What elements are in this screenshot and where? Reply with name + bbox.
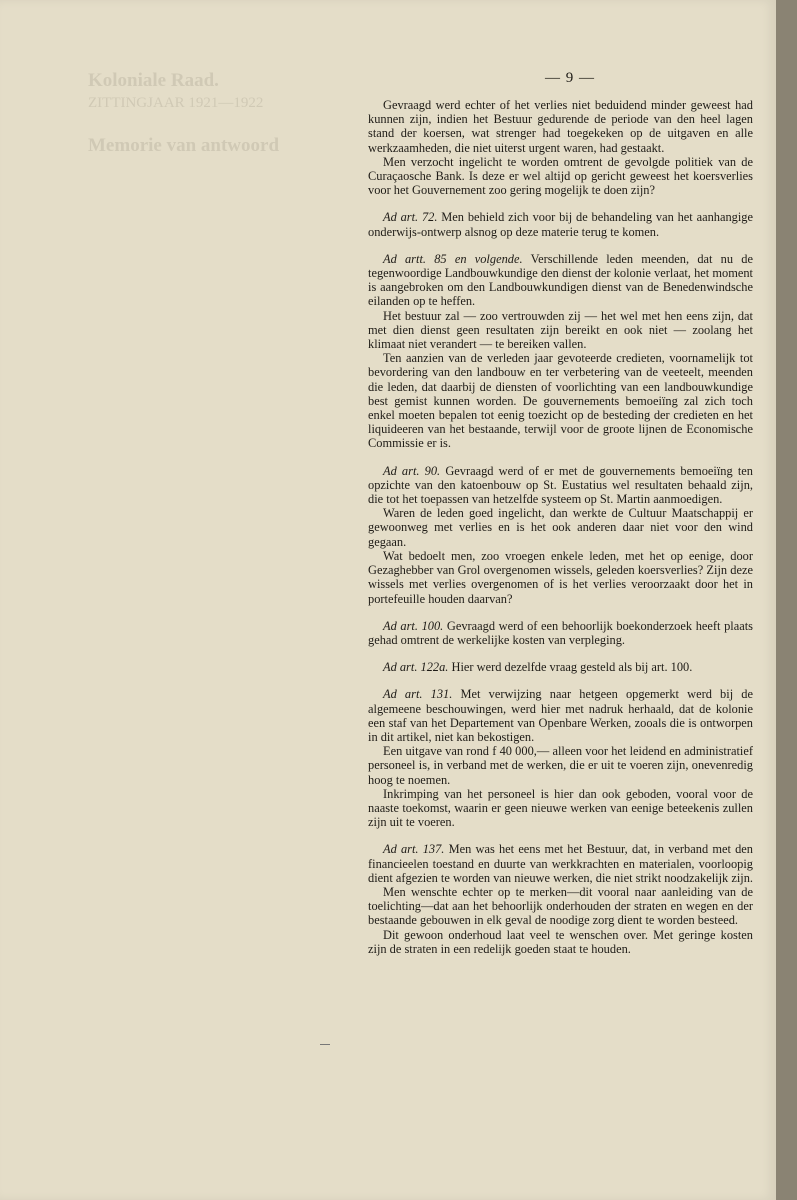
paragraph: Wat bedoelt men, zoo vroegen enkele leden, met het op eenige, door Gezaghebber van Grol overgenomen wissels, geleden koersverlies? Zijn deze wissels met verlies overgenomen of is het verlies veroorzaakt door het in portefeuille houden daarvan? (368, 548, 753, 606)
paragraph-text: Met verwijzing naar hetgeen opgemerkt werd bij de algemeene beschouwingen, werd hier met nadruk herhaald, dat de kolonie een staf van het Departement van Openbare Werken, zooals die is ontworpen in dit artikel, niet kan bekostigen. (368, 687, 753, 744)
page-number: — 9 — (545, 70, 595, 86)
paragraph-text: Men was het eens met het Bestuur, dat, in verband met den financieelen toestand en duurte van werkkrachten en materialen, voorloopig dient afgezien te worden van nieuwe werken, die niet strikt noodzakelijk zijn. (368, 842, 754, 885)
article-heading: Ad art. 137. (383, 842, 445, 857)
paragraph: Men verzocht ingelicht te worden omtrent de gevolgde politiek van de Curaçaosche Bank. Is deze er wel altijd op gericht geweest het koersverlies voor het Gouvernement zoo gering mogelijk te doen zijn? (368, 154, 753, 198)
paragraph (368, 660, 753, 674)
paragraph-text: Gevraagd werd of er met de gouvernements bemoeiïng ten opzichte van den katoenbouw op St. Eustatius wel resultaten behaald zijn, die tot het toepassen van hetzelfde systeem op St. Martin aanmoedigen. (368, 463, 753, 507)
paragraph: Ten aanzien van de verleden jaar gevoteerde credieten, voornamelijk tot bevordering van den landbouw en ter verbetering van de veeteelt, meenden die leden, dat daarbij de diensten of voorlichting van een landbouwkundige best gemist kunnen worden. De gouvernements bemoeiïng zal zich toch enkel moeten bepalen tot eenig toezicht op de besteding der credieten en het liquideeren van het bestaande, terwijl voor de groote lijnen de Economische Commissie er is. (368, 351, 753, 451)
section-art-90 (368, 464, 753, 606)
section-art-131 (368, 687, 753, 829)
section-art-122a (368, 660, 753, 674)
section-art-85 (368, 252, 753, 451)
paragraph (368, 842, 753, 885)
paragraph: Men wenschte echter op te merken—dit vooral naar aanleiding van de toelichting—dat aan het behoorlijk onderhouden der straten en wegen en der bestaande gebouwen in elk geval de noodige zorg dient te worden besteed. (368, 884, 753, 928)
paragraph: Waren de leden goed ingelicht, dan werkte de Cultuur Maatschappij er gewoonweg met verlies en is het ook anderen daar niet voor den wind gegaan. (368, 506, 753, 549)
paragraph-text: Hier werd dezelfde vraag gesteld als bij art. 100. (451, 660, 693, 675)
paragraph: Het bestuur zal — zoo vertrouwden zij — het wel met hen eens zijn, dat met dien dienst geen resultaten zijn bereikt en ook niet — zoolang het klimaat niet verandert — te bereiken vallen. (368, 308, 753, 352)
article-heading: Ad art. 131. (383, 687, 453, 702)
paragraph: Dit gewoon onderhoud laat veel te wenschen over. Met geringe kosten zijn de straten in een redelijk goeden staat te houden. (368, 927, 753, 956)
article-heading: Ad art. 90. (383, 463, 441, 478)
section-art-100 (368, 619, 753, 647)
paragraph: Een uitgave van rond f 40 000,— alleen voor het leidend en administratief personeel is, in verband met de werken, die er uit te voeren zijn, onevenredig hoog te noemen. (368, 744, 753, 787)
paragraph: Inkrimping van het personeel is hier dan ook geboden, vooral voor de naaste toekomst, waarin er geen nieuwe werken van eenige beteekenis zullen zijn uit te voeren. (368, 786, 753, 830)
margin-mark (320, 1044, 330, 1045)
document-body (368, 98, 753, 956)
bleed-through-text: Koloniale Raad. ZITTINGJAAR 1921—1922 Memorie van antwoord (88, 70, 280, 156)
article-heading: Ad art. 122a. (383, 660, 449, 675)
paragraph-text: Verschillende leden meenden, dat nu de tegenwoordige Landbouwkundige den dienst der kolonie verlaat, het moment is aangebroken om den Landbouwkundigen dienst van de Benedenwindsche eilanden op te heffen. (368, 251, 753, 309)
paragraph-text: Men behield zich voor bij de behandeling van het aanhangige onderwijs-ontwerp alsnog op deze materie terug te komen. (368, 210, 753, 239)
section-art-72 (368, 210, 753, 238)
paragraph-text: Gevraagd werd of een behoorlijk boekonderzoek heeft plaats gehad omtrent de werkelijke kosten van verpleging. (368, 618, 753, 647)
article-heading: Ad artt. 85 en volgende. (383, 251, 523, 266)
article-heading: Ad art. 72. (383, 210, 438, 225)
paragraph (368, 210, 753, 238)
paragraph (368, 464, 753, 507)
paragraph: Gevraagd werd echter of het verlies niet beduidend minder geweest had kunnen zijn, indien het Bestuur gedurende de periode van den heel lagen stand der koersen, wat strenger had toegekeken op de uitgaven en alle werkzaamheden, die niet uiterst urgent waren, had gestaakt. (368, 98, 753, 155)
paragraph (368, 687, 753, 744)
section-intro (368, 98, 753, 197)
article-heading: Ad art. 100. (383, 618, 444, 633)
paragraph (368, 619, 753, 647)
section-art-137 (368, 842, 753, 956)
paragraph (368, 252, 753, 309)
page-edge (776, 0, 797, 1200)
